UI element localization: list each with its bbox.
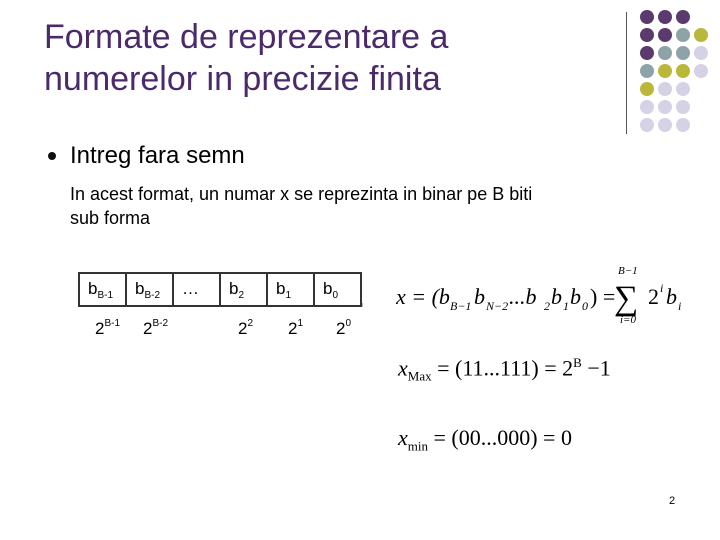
decorative-dot: [640, 46, 654, 60]
bit-cell: $b_{B-2}$: [126, 273, 173, 306]
decorative-dot: [676, 100, 690, 114]
decorative-dot: [694, 46, 708, 60]
svg-text:b: b: [666, 284, 677, 309]
decorative-dot: [658, 118, 672, 132]
decorative-dot: [658, 10, 672, 24]
decorative-dot: [676, 118, 690, 132]
decorative-dot: [640, 28, 654, 42]
decorative-dot: [658, 28, 672, 42]
bit-table: [78, 272, 362, 307]
svg-text:b: b: [474, 284, 485, 309]
decorative-dot: [640, 82, 654, 96]
svg-text:x = (b: x = (b: [396, 284, 450, 309]
decorative-dot: [676, 82, 690, 96]
svg-text:B−1: B−1: [450, 299, 472, 313]
description-line-2: sub forma: [70, 208, 151, 228]
svg-text:) =: ) =: [590, 284, 616, 309]
max-formula: $x_{Max} = (11...111) = 2^B -1$: [398, 355, 611, 384]
bit-weight: $2^0$: [336, 318, 352, 338]
bullet-text: Intreg fara semn: [70, 142, 245, 169]
title-line-2: numerelor in precizie finita: [44, 60, 441, 98]
decorative-dot: [640, 100, 654, 114]
value-formula: [396, 262, 696, 326]
title-line-1: Formate de reprezentare a: [44, 18, 449, 56]
description-text: [70, 182, 650, 230]
svg-text:i=0: i=0: [620, 314, 636, 326]
svg-text:N−2: N−2: [486, 299, 509, 313]
title-divider: [626, 12, 627, 134]
decorative-dot: [676, 28, 690, 42]
decorative-dot: [694, 64, 708, 78]
description-line-1: In acest format, un numar x se reprezinta in binar pe B biti: [70, 184, 533, 204]
min-formula: $x_{min} = (00...000) = 0$: [398, 425, 572, 454]
bit-weight: $2^{B-1}$: [95, 318, 121, 338]
bit-weight: $2^2$: [238, 318, 254, 338]
bit-weight: $2^1$: [288, 318, 304, 338]
decorative-dot: [658, 64, 672, 78]
svg-text:2: 2: [544, 299, 550, 313]
page-number: 2: [669, 495, 676, 507]
decorative-dot: [676, 46, 690, 60]
decorative-dot: [658, 46, 672, 60]
bit-cell: …: [173, 273, 220, 306]
decorative-dot: [658, 100, 672, 114]
svg-text:...b: ...b: [509, 284, 537, 309]
decorative-dot-grid: [640, 10, 720, 136]
bit-cell: $b_{B-1}$: [79, 273, 126, 306]
decorative-dot: [676, 10, 690, 24]
svg-text:b: b: [551, 284, 562, 309]
decorative-dot: [640, 10, 654, 24]
bit-cell: $b_0$: [314, 273, 361, 306]
bit-weight: $2^{B-2}$: [143, 318, 169, 338]
decorative-dot: [640, 64, 654, 78]
bit-cell: $b_2$: [220, 273, 267, 306]
svg-text:b: b: [570, 284, 581, 309]
svg-text:0: 0: [582, 299, 588, 313]
decorative-dot: [658, 82, 672, 96]
decorative-dot: [676, 64, 690, 78]
decorative-dot: [694, 28, 708, 42]
svg-text:1: 1: [563, 299, 569, 313]
bullet-icon: [48, 152, 56, 160]
svg-text:i: i: [678, 299, 682, 313]
bit-cell: $b_1$: [267, 273, 314, 306]
svg-text:2: 2: [648, 284, 659, 309]
svg-text:i: i: [660, 281, 664, 295]
svg-text:B−1: B−1: [618, 265, 638, 277]
decorative-dot: [640, 118, 654, 132]
sum-sign: ∑: [614, 280, 639, 317]
slide-title: [44, 16, 604, 100]
